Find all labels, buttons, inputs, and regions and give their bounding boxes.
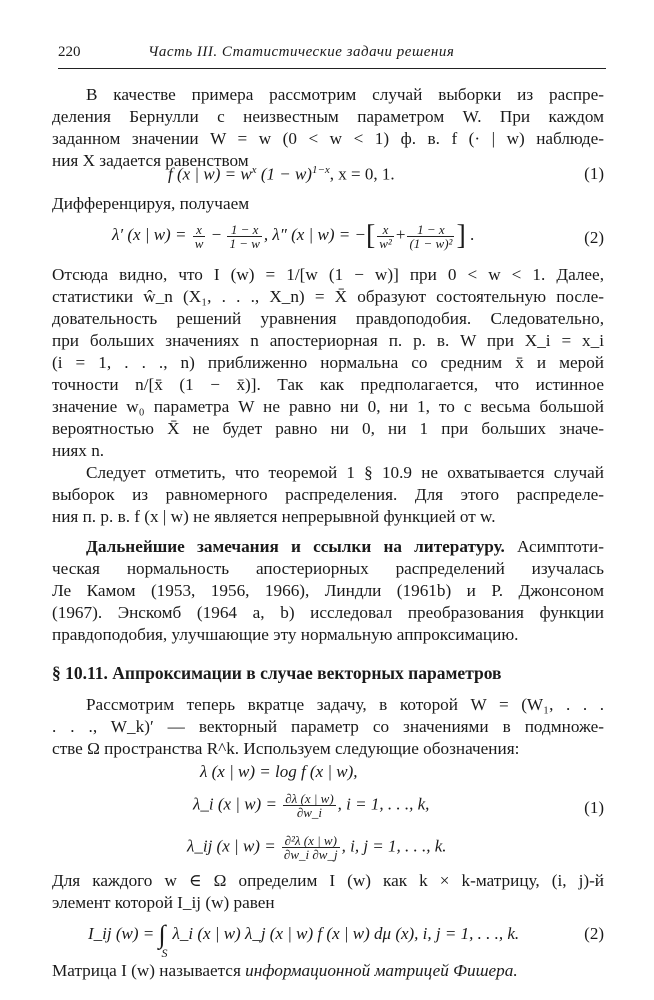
fisher-matrix-term: информационной матрицей Фишера. bbox=[245, 961, 518, 980]
remarks-heading: Дальнейшие замечания и ссылки на литературу. bbox=[86, 537, 505, 556]
equation-1-bernoulli: f (x | $w) = w^x$ $(1 - w)^{1-x}$, x = 0, 1. bbox=[168, 164, 395, 184]
para2-line2: статистики ŵ_n (X₁, . . ., X_n) = X̄ образуют состоятельную после- bbox=[52, 287, 604, 306]
para5-line2: . . ., W_k)′ — векторный параметр со значениями в подмноже- bbox=[52, 717, 604, 736]
para2-line8: вероятностью X̄ не будет равно ни 0, ни 1 при больших значе- bbox=[52, 419, 604, 438]
equation-2-number: (2) bbox=[584, 228, 604, 247]
differentiating-line: Дифференцируя, получаем bbox=[52, 194, 250, 213]
para6-line1: Для каждого w ∈ Ω определим I (w) как k × k-матрицу, (i, j)-й bbox=[52, 871, 604, 890]
para2-line3: довательность решений уравнения правдоподобия. Следовательно, bbox=[52, 309, 604, 328]
equation-4-fisher-element: I_ij (w) = ∫ S λ_i (x | w) λ_j (x | w) f (x | w) dμ (x), i, j = 1, . . ., k. bbox=[88, 920, 520, 960]
para4-line3: Ле Камом (1953, 1956, 1966), Линдли (1961b) и Р. Джонсоном bbox=[52, 581, 604, 600]
equation-3-number: (1) bbox=[584, 798, 604, 817]
page-header bbox=[58, 44, 606, 66]
para1-line2: деления Бернулли с неизвестным параметром W. При каждом bbox=[52, 107, 604, 126]
para2-line1: Отсюда видно, что I (w) = 1/[w (1 − w)] при 0 < w < 1. Далее, bbox=[52, 265, 604, 284]
equation-3-row3: λ_ij (x | w) = $\frac{\text{∂²λ (x | w)}}{\partial w\_i \partial w\_j}$ , i, j = 1, . . ., k. bbox=[187, 833, 447, 862]
header-rule bbox=[58, 68, 606, 69]
para2-line5: (i = 1, . . ., n) приближенно нормальна со средним x̄ и мерой bbox=[52, 353, 604, 372]
para1-line1: В качестве примера рассмотрим случай выборки из распре- bbox=[86, 85, 604, 104]
para1-line3: заданном значении W = w (0 < w < 1) ф. в. f (· | w) наблюде- bbox=[52, 129, 604, 148]
para6-line2: элемент которой I_ij (w) равен bbox=[52, 893, 275, 912]
para1-line4: ния X задается равенством bbox=[52, 151, 249, 170]
equation-1-number: (1) bbox=[584, 164, 604, 183]
para2-line9: ниях n. bbox=[52, 441, 105, 460]
para5-line3: стве Ω пространства R^k. Используем следующие обозначения: bbox=[52, 739, 520, 758]
para4-line5: правдоподобия, улучшающие эту нормальную аппроксимацию. bbox=[52, 625, 519, 644]
equation-2-derivatives: λ′ (x | w) = $\frac{x}{w}$ − $\frac{1 - x}{1 - w}$ , λ″ (x | w) = −[ $\frac{x}{\text{w²}}$ + $\frac{1 - x}{\text{(1 − w)²}}$ ] . bbox=[112, 220, 475, 251]
para4-line4: (1967). Энскомб (1964 a, b) исследовал преобразования функции bbox=[52, 603, 604, 622]
last-line: Матрица I (w) называется информационной матрицей Фишера. bbox=[52, 961, 518, 980]
para2-line7: значение w₀ параметра W не равно ни 0, ни 1, то с весьма большой bbox=[52, 397, 604, 416]
para3-line1: Следует отметить, что теоремой 1 § 10.9 не охватывается случай bbox=[86, 463, 604, 482]
section-heading: § 10.11. Аппроксимации в случае векторных параметров bbox=[52, 663, 502, 683]
para4-line2: ческая нормальность апостериорных распределений изучалась bbox=[52, 559, 604, 578]
equation-4-number: (2) bbox=[584, 924, 604, 943]
para3-line3: ния п. р. в. f (x | w) не является непрерывной функцией от w. bbox=[52, 507, 496, 526]
running-title: Часть III. Статистические задачи решения bbox=[148, 44, 455, 60]
para5-line1: Рассмотрим теперь вкратце задачу, в которой W = (W₁, . . . bbox=[86, 695, 604, 714]
page-number: 220 bbox=[58, 44, 81, 60]
para3-line2: выборок из равномерного распределения. Для этого распределе- bbox=[52, 485, 604, 504]
para4-line1: Дальнейшие замечания и ссылки на литературу. Асимптоти- bbox=[86, 537, 604, 556]
para2-line4: при больших значениях n апостериорная п. р. в. W при X_i = x_i bbox=[52, 331, 604, 350]
equation-3-row2: λ_i (x | w) = $\frac{\partial\lambda (x | w)}{\partial w\_i}$ , i = 1, . . ., k, bbox=[193, 791, 430, 820]
para2-line6: точности n/[x̄ (1 − x̄)]. Так как предполагается, что истинное bbox=[52, 375, 604, 394]
equation-3-row1: λ (x | w) = log f (x | w), bbox=[200, 762, 358, 781]
